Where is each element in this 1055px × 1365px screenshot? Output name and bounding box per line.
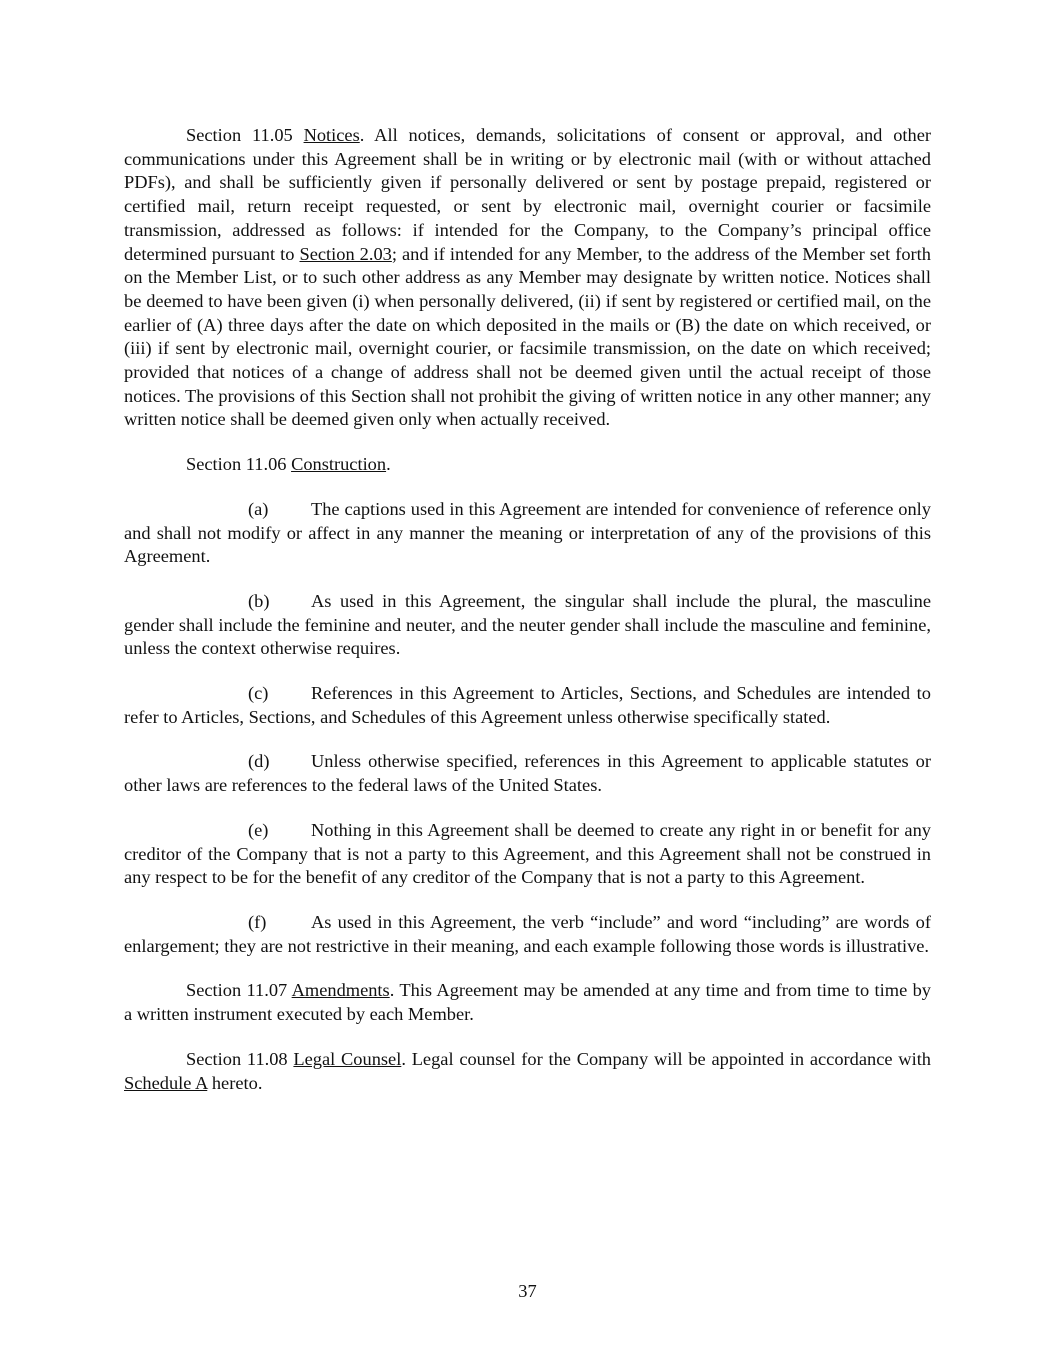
- subsection-c: (c) References in this Agreement to Articles, Sections, and Schedules are intended to refer to Articles, Sections, and Schedules of this Agreement unless otherwise specifically stated.: [124, 683, 931, 727]
- page-number: 37: [518, 1281, 537, 1301]
- subsection-d: (d) Unless otherwise specified, references in this Agreement to applicable statutes or other laws are references to the federal laws of the United States.: [124, 751, 931, 796]
- cross-reference: Schedule A: [124, 1072, 208, 1093]
- cross-reference: Section 2.03: [299, 243, 392, 264]
- subsection-e: (e) Nothing in this Agreement shall be deemed to create any right in or benefit for any creditor of the Company that is not a party to this Agreement, and this Agreement shall not be construed in any respect to be for the benefit of any creditor of the Company that is not a party to this Agreement.: [124, 819, 931, 888]
- section-11-07: Section 11.07 Amendments. This Agreement may be amended at any time and from time to time by a written instrument executed by each Member.: [124, 980, 932, 1025]
- section-title: Construction: [291, 454, 387, 475]
- subsection-a: (a) The captions used in this Agreement are intended for convenience of reference only and shall not modify or affect in any manner the meaning or interpretation of any of the provisions of this Agreement.: [124, 498, 931, 567]
- subsection-f: (f) As used in this Agreement, the verb “include” and word “including” are words of enlargement; they are not restrictive in their meaning, and each example following those words is illustrative.: [124, 911, 931, 956]
- section-title: Amendments: [291, 980, 390, 1001]
- document-page: [124, 124, 931, 1116]
- section-title: Legal Counsel: [293, 1048, 402, 1069]
- section-11-05: Section 11.05 Notices. All notices, demands, solicitations of consent or approval, and other communications under this Agreement shall be in writing or by electronic mail (with or without attached PDFs), and shall be sufficiently given if personally delivered or sent by postage prepaid, registered or certified mail, return receipt requested, or sent by electronic mail, overnight courier or facsimile transmission, addressed as follows: if intended for the Company, to the Company’s principal office determined pursuant to Section 2.03; and if intended for any Member, to the address of the Member set forth on the Member List, or to such other address as any Member may designate by written notice. Notices shall be deemed to have been given (i) when personally delivered, (ii) if sent by registered or certified mail, on the earlier of (A) three days after the date on which deposited in the mails or (B) the date on which received, or (iii) if sent by electronic mail, overnight courier, or facsimile transmission, on the date on which received; provided that notices of a change of address shall not be deemed given until the actual receipt of those notices. The provisions of this Section shall not prohibit the giving of written notice in any other manner; any written notice shall be deemed given only when actually received.: [124, 125, 931, 430]
- section-11-06: Section 11.06 Construction.: [186, 454, 391, 475]
- section-11-08: Section 11.08 Legal Counsel. Legal counsel for the Company will be appointed in accordance with Schedule A hereto.: [124, 1048, 931, 1093]
- subsection-b: (b) As used in this Agreement, the singular shall include the plural, the masculine gender shall include the feminine and neuter, and the neuter gender shall include the masculine and feminine, unless the context otherwise requires.: [124, 590, 931, 659]
- section-title: Notices: [303, 125, 360, 145]
